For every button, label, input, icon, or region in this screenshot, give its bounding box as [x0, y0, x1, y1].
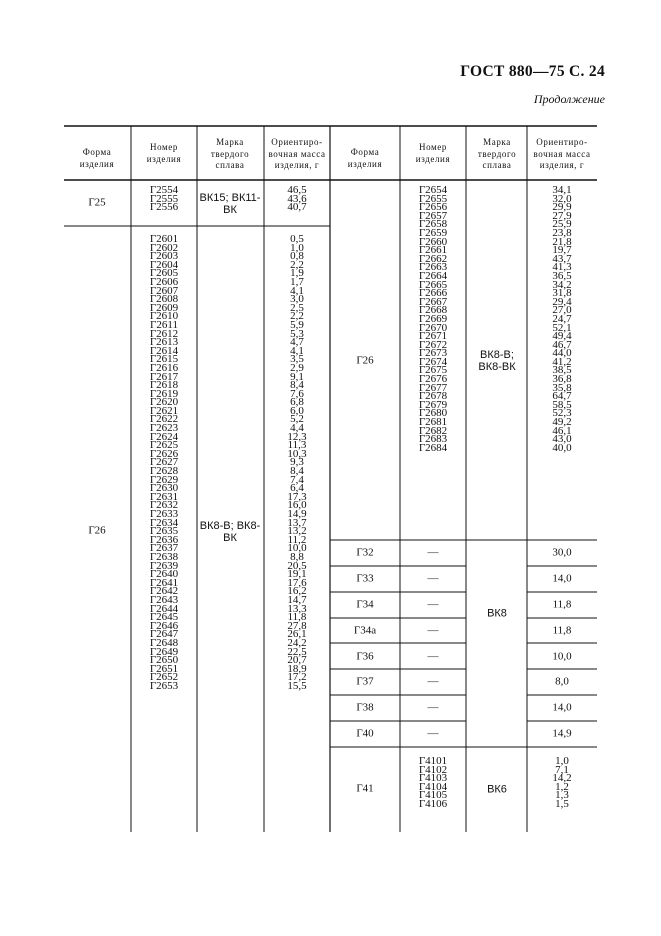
list-value: Г4103 [418, 772, 448, 785]
list-value: Г2658 [418, 218, 448, 231]
list-value: 4,1 [290, 284, 304, 297]
list-value: Г2677 [418, 381, 448, 394]
list-value: Г2671 [418, 330, 448, 343]
bk8-row-form-cell: Г40 [356, 727, 374, 740]
header-grade-left: Марка твердого сплава [210, 137, 250, 170]
list-value: Г2639 [149, 559, 179, 572]
list-value: 4,7 [290, 336, 304, 349]
list-value: 27,0 [552, 304, 572, 317]
header-form-right: Форма изделия [347, 147, 383, 169]
list-value: Г2605 [149, 267, 179, 280]
list-value: 5,2 [290, 413, 304, 426]
list-value: 13,7 [287, 516, 307, 529]
list-value: 21,8 [552, 235, 572, 248]
masses-g26-left [287, 235, 306, 690]
list-value: 24,7 [552, 312, 572, 325]
list-value: Г2629 [149, 473, 179, 486]
list-value: Г2638 [149, 550, 179, 563]
list-value: Г2614 [149, 344, 179, 357]
list-value: Г2610 [149, 310, 179, 323]
list-value: 13,2 [287, 525, 307, 538]
list-value: 10,0 [287, 542, 307, 555]
bk8-row-form-cell: Г32 [356, 546, 374, 559]
list-value: 0,8 [290, 250, 304, 263]
bk8-row-mass-cell: 11,8 [552, 598, 572, 610]
list-value: 14,9 [287, 508, 307, 520]
list-value: 4,1 [290, 344, 304, 357]
grade-g25: ВК15; ВК11-ВК [199, 192, 261, 216]
list-value: 40,0 [552, 441, 572, 454]
list-value: 46,5 [287, 184, 307, 196]
list-value: 3,5 [290, 353, 304, 366]
list-value: 8,4 [290, 379, 304, 392]
form-g26-right: Г26 [356, 354, 374, 367]
list-value: Г2645 [149, 611, 179, 624]
masses-g41 [552, 757, 571, 809]
numbers-g25 [150, 186, 178, 212]
list-value: 2,2 [290, 310, 304, 323]
list-value: 46,7 [552, 338, 572, 351]
form-g41: Г41 [356, 782, 374, 795]
list-value: Г2640 [149, 568, 179, 581]
list-value: Г2648 [149, 636, 179, 649]
list-value: 1,2 [555, 780, 569, 793]
list-value: 10,3 [287, 447, 307, 460]
list-value: Г2619 [149, 387, 179, 400]
list-value: Г2644 [149, 602, 179, 615]
list-value: 9,1 [290, 370, 304, 383]
list-value: 0,5 [290, 233, 304, 245]
list-value: Г2672 [418, 338, 448, 351]
bk8-row-number-cell: — [427, 701, 439, 714]
list-value: Г2624 [149, 430, 179, 443]
list-value: 22,5 [287, 645, 307, 658]
numbers-g26-left [150, 235, 178, 690]
list-value: Г2609 [149, 301, 179, 314]
list-value: 11,3 [287, 439, 307, 452]
bk8-row-form-cell: Г36 [356, 649, 374, 662]
list-value: 24,2 [287, 636, 307, 649]
list-value: Г2669 [418, 312, 448, 325]
list-value: Г2683 [418, 433, 448, 446]
list-value: Г2611 [150, 318, 178, 331]
list-value: 34,1 [552, 184, 572, 196]
list-value: 2,9 [290, 361, 304, 374]
list-value: 26,1 [287, 628, 307, 641]
list-value: 29,9 [552, 201, 572, 214]
list-value: Г2602 [149, 241, 179, 254]
list-value: Г2633 [149, 508, 179, 520]
continued-label: Продолжение [533, 92, 605, 106]
list-value: Г2612 [149, 327, 179, 340]
list-value: Г4102 [418, 763, 448, 776]
bk8-row-number-cell: — [427, 675, 439, 688]
list-value: 6,4 [290, 482, 304, 495]
list-value: 17,3 [287, 490, 307, 503]
list-value: Г2627 [149, 456, 179, 469]
list-value: Г2664 [418, 269, 448, 282]
list-value: 6,8 [290, 396, 304, 409]
list-value: 40,7 [287, 201, 307, 214]
bk8-row-mass-cell: 30,0 [552, 546, 572, 559]
list-value: Г2649 [149, 645, 179, 658]
list-value: Г2657 [418, 209, 448, 222]
list-value: Г2642 [149, 585, 179, 598]
header-grade-right: Марка твердого сплава [477, 137, 517, 170]
bk8-row-mass-cell: 14,0 [552, 701, 572, 714]
list-value: 27,8 [287, 619, 307, 632]
list-value: 43,0 [552, 433, 572, 446]
header-mass-right: Ориентиро- вочная масса изделия, г [533, 137, 591, 170]
list-value: Г2676 [418, 373, 448, 386]
list-value: 7,1 [555, 763, 569, 776]
list-value: 46,1 [552, 424, 572, 437]
grade-g41: ВК6 [487, 783, 507, 796]
list-value: 7,6 [290, 387, 304, 400]
list-value: Г4105 [418, 789, 448, 802]
list-value: Г2615 [149, 353, 179, 366]
list-value: Г2652 [149, 671, 179, 684]
list-value: 43,6 [287, 192, 307, 205]
bk8-row-number-cell: — [427, 623, 439, 636]
list-value: 13,3 [287, 602, 307, 615]
list-value: Г2618 [149, 379, 179, 392]
list-value: Г2681 [418, 416, 448, 429]
list-value: 4,4 [290, 422, 304, 435]
list-value: 38,5 [552, 364, 572, 377]
list-value: 15,5 [287, 679, 307, 692]
list-value: 41,3 [552, 261, 572, 274]
bk8-row-form-cell: Г33 [356, 572, 374, 585]
list-value: Г2670 [418, 321, 448, 334]
list-value: 7,4 [290, 473, 304, 486]
numbers-g41 [419, 757, 447, 809]
header-mass-left: Ориентиро- вочная масса изделия, г [268, 137, 326, 170]
list-value: 52,1 [552, 321, 572, 334]
list-value: Г2637 [149, 542, 179, 555]
list-value: Г2641 [149, 576, 179, 589]
grade-g26-right: ВК8-В; ВК8-ВК [478, 349, 516, 373]
header-number-left: Номер изделия [146, 142, 182, 164]
list-value: Г2660 [418, 235, 448, 248]
list-value: Г2630 [149, 482, 179, 495]
list-value: 27,9 [552, 209, 572, 222]
list-value: Г2604 [149, 258, 179, 271]
list-value: 49,4 [552, 330, 572, 343]
list-value: Г4104 [418, 780, 448, 793]
bk8-row-form-cell: Г37 [356, 675, 374, 688]
list-value: 16,0 [287, 499, 307, 512]
list-value: Г2678 [418, 390, 448, 403]
masses-g25 [287, 186, 306, 212]
list-value: 58,5 [552, 398, 572, 411]
list-value: Г2654 [418, 184, 448, 196]
list-value: Г2613 [149, 336, 179, 349]
list-value: 5,3 [290, 327, 304, 340]
list-value: Г2620 [149, 396, 179, 409]
page-header: ГОСТ 880—75 С. 24 [460, 63, 605, 80]
list-value: 36,5 [552, 269, 572, 282]
list-value: Г2632 [149, 499, 179, 512]
list-value: Г2608 [149, 293, 179, 306]
list-value: 1,9 [290, 267, 304, 280]
list-value: 29,4 [552, 295, 572, 308]
list-value: Г2623 [149, 422, 179, 435]
list-value: Г2655 [418, 192, 448, 205]
list-value: Г2601 [149, 233, 179, 245]
list-value: 12,3 [287, 430, 307, 443]
list-value: 18,9 [287, 662, 307, 675]
list-value: 9,3 [290, 456, 304, 469]
bk8-row-mass-cell: 11,8 [552, 623, 572, 636]
bk8-row-mass-cell: 8,0 [555, 675, 569, 688]
bk8-row-number-cell: — [427, 572, 439, 585]
list-value: 11,2 [287, 533, 307, 546]
list-value: 1,0 [290, 241, 304, 254]
list-value: Г2606 [149, 275, 179, 288]
list-value: 14,2 [552, 772, 572, 785]
list-value: 1,3 [555, 789, 569, 802]
list-value: Г2651 [149, 662, 179, 675]
list-value: Г2643 [149, 593, 179, 606]
bk8-row-number-cell: — [427, 727, 439, 740]
list-value: 17,2 [287, 671, 307, 684]
bk8-row-mass-cell: 10,0 [552, 649, 572, 662]
list-value: Г2622 [149, 413, 179, 426]
list-value: 64,7 [552, 390, 572, 403]
list-value: Г2656 [418, 201, 448, 214]
list-value: Г2647 [149, 628, 179, 641]
list-value: Г4106 [418, 797, 448, 810]
list-value: 8,8 [290, 550, 304, 563]
list-value: 52,3 [552, 407, 572, 420]
list-value: Г4101 [418, 755, 448, 767]
list-value: Г2663 [418, 261, 448, 274]
list-value: 1,7 [290, 275, 304, 288]
header-form-left: Форма изделия [79, 147, 115, 169]
list-value: Г2679 [418, 398, 448, 411]
list-value: Г2635 [149, 525, 179, 538]
list-value: Г2684 [418, 441, 448, 454]
list-value: 20,5 [287, 559, 307, 572]
list-value: Г2667 [418, 295, 448, 308]
bk8-row-number-cell: — [427, 546, 439, 559]
list-value: Г2668 [418, 304, 448, 317]
list-value: Г2617 [149, 370, 179, 383]
list-value: Г2628 [149, 465, 179, 478]
list-value: Г2636 [149, 533, 179, 546]
list-value: 49,2 [552, 416, 572, 429]
form-g25: Г25 [88, 196, 106, 209]
list-value: 14,7 [287, 593, 307, 606]
list-value: 19,7 [552, 244, 572, 257]
list-value: Г2634 [149, 516, 179, 529]
list-value: 2,5 [290, 301, 304, 314]
list-value: Г2616 [149, 361, 179, 374]
list-value: Г2555 [149, 192, 179, 205]
header-number-right: Номер изделия [415, 142, 451, 164]
list-value: Г2673 [418, 347, 448, 360]
list-value: 11,8 [287, 611, 307, 624]
list-value: 34,2 [552, 278, 572, 291]
list-value: Г2650 [149, 654, 179, 667]
list-value: Г2556 [149, 201, 179, 214]
list-value: Г2554 [149, 184, 179, 196]
list-value: 2,2 [290, 258, 304, 271]
bk8-row-number-cell: — [427, 598, 439, 610]
bk8-row-mass-cell: 14,0 [552, 572, 572, 585]
list-value: 19,1 [287, 568, 307, 581]
list-value: 23,8 [552, 226, 572, 239]
numbers-g26-right [419, 186, 447, 452]
bk8-row-form-cell: Г38 [356, 701, 374, 714]
list-value: Г2665 [418, 278, 448, 291]
list-value: Г2661 [418, 244, 448, 257]
list-value: Г2680 [418, 407, 448, 420]
grade-g26-left: ВК8-В; ВК8-ВК [199, 520, 261, 544]
list-value: 5,9 [290, 318, 304, 331]
bk8-row-form-cell: Г34 [356, 598, 374, 610]
list-value: Г2662 [418, 252, 448, 265]
list-value: Г2626 [149, 447, 179, 460]
form-g26-left: Г26 [88, 524, 106, 537]
list-value: 35,8 [552, 381, 572, 394]
list-value: Г2666 [418, 287, 448, 300]
list-value: 6,0 [290, 404, 304, 417]
list-value: 41,2 [552, 355, 572, 368]
list-value: Г2675 [418, 364, 448, 377]
list-value: 8,4 [290, 465, 304, 478]
list-value: 36,8 [552, 373, 572, 386]
list-value: 1,0 [555, 755, 569, 767]
list-value: 17,6 [287, 576, 307, 589]
list-value: Г2607 [149, 284, 179, 297]
masses-g26-right [552, 186, 571, 452]
list-value: Г2653 [149, 679, 179, 692]
list-value: 31,8 [552, 287, 572, 300]
list-value: Г2646 [149, 619, 179, 632]
list-value: 16,2 [287, 585, 307, 598]
list-value: Г2625 [149, 439, 179, 452]
list-value: 25,9 [552, 218, 572, 231]
list-value: 32,0 [552, 192, 572, 205]
bk8-row-mass-cell: 14,9 [552, 727, 572, 740]
list-value: 1,5 [555, 797, 569, 810]
list-value: Г2659 [418, 226, 448, 239]
list-value: 20,7 [287, 654, 307, 667]
list-value: Г2603 [149, 250, 179, 263]
list-value: 43,7 [552, 252, 572, 265]
bk8-row-form-cell: Г34а [353, 623, 377, 636]
list-value: Г2682 [418, 424, 448, 437]
bk8-row-number-cell: — [427, 649, 439, 662]
list-value: Г2631 [149, 490, 179, 503]
list-value: 44,0 [552, 347, 572, 360]
list-value: 3,0 [290, 293, 304, 306]
grade-bk8: ВК8 [487, 607, 507, 620]
list-value: Г2621 [149, 404, 179, 417]
list-value: Г2674 [418, 355, 448, 368]
